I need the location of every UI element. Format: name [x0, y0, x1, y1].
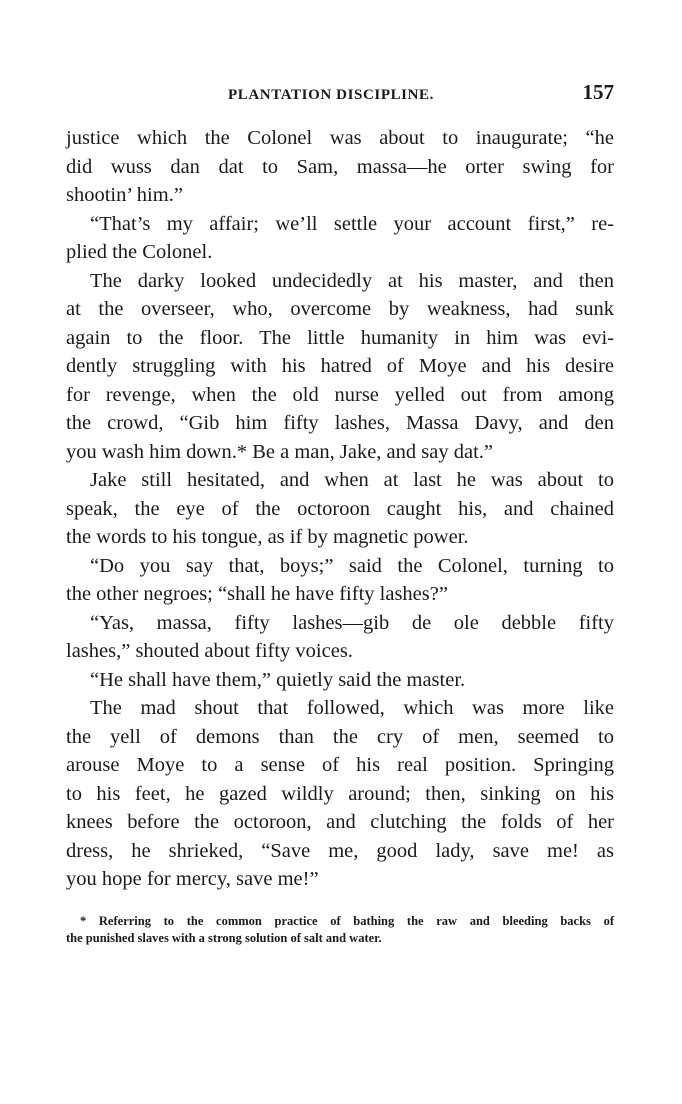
text-line: The mad shout that followed, which was more like [90, 697, 614, 719]
text-line: you hope for mercy, save me!” [66, 868, 319, 890]
text-line: “That’s my affair; we’ll settle your account first,” re- [90, 212, 614, 235]
text-line: the words to his tongue, as if by magnetic power. [66, 526, 469, 548]
text-line: you wash him down.* Be a man, Jake, and say dat.” [66, 440, 493, 463]
text-line: for revenge, when the old nurse yelled out from among [66, 383, 614, 406]
text-line: “Do you say that, boys;” said the Colonel, turning to [90, 554, 614, 577]
text-line: again to the floor. The little humanity in him was evi- [66, 326, 614, 349]
text-line: speak, the eye of the octoroon caught his, and chained [66, 497, 614, 520]
text-line: Jake still hesitated, and when at last he was about to [90, 469, 614, 491]
text-line: the yell of demons than the cry of men, seemed to [66, 725, 614, 748]
text-line: the crowd, “Gib him fifty lashes, Massa Davy, and den [66, 412, 614, 434]
text-line: “Yas, massa, fifty lashes—gib de ole debble fifty [90, 611, 614, 634]
footnote-line: the punished slaves with a strong solution of salt and water. [66, 931, 382, 945]
text-line: at the overseer, who, overcome by weakness, had sunk [66, 298, 614, 320]
text-line: did wuss dan dat to Sam, massa—he orter swing for [66, 155, 614, 178]
text-line: knees before the octoroon, and clutching the folds of her [66, 811, 614, 833]
text-line: shootin’ him.” [66, 184, 183, 206]
text-line: plied the Colonel. [66, 241, 213, 263]
text-line: arouse Moye to a sense of his real position. Springing [66, 754, 614, 776]
text-line: the other negroes; “shall he have fifty lashes?” [66, 583, 448, 605]
text-line: to his feet, he gazed wildly around; then, sinking on his [66, 782, 614, 805]
body-text [66, 124, 614, 894]
page-header [66, 80, 622, 114]
text-line: lashes,” shouted about fifty voices. [66, 640, 353, 662]
text-line: dress, he shrieked, “Save me, good lady, save me! as [66, 839, 614, 862]
footnote [66, 913, 614, 947]
running-title: PLANTATION DISCIPLINE. [228, 87, 435, 103]
text-line: dently struggling with his hatred of Moye and his desire [66, 355, 614, 377]
text-line: The darky looked undecidedly at his master, and then [90, 269, 614, 292]
text-line: “He shall have them,” quietly said the master. [90, 668, 466, 691]
footnote-line: * Referring to the common practice of bathing the raw and bleeding backs of [80, 914, 614, 928]
text-line: justice which the Colonel was about to inaugurate; “he [66, 127, 614, 149]
page-number: 157 [582, 80, 614, 104]
